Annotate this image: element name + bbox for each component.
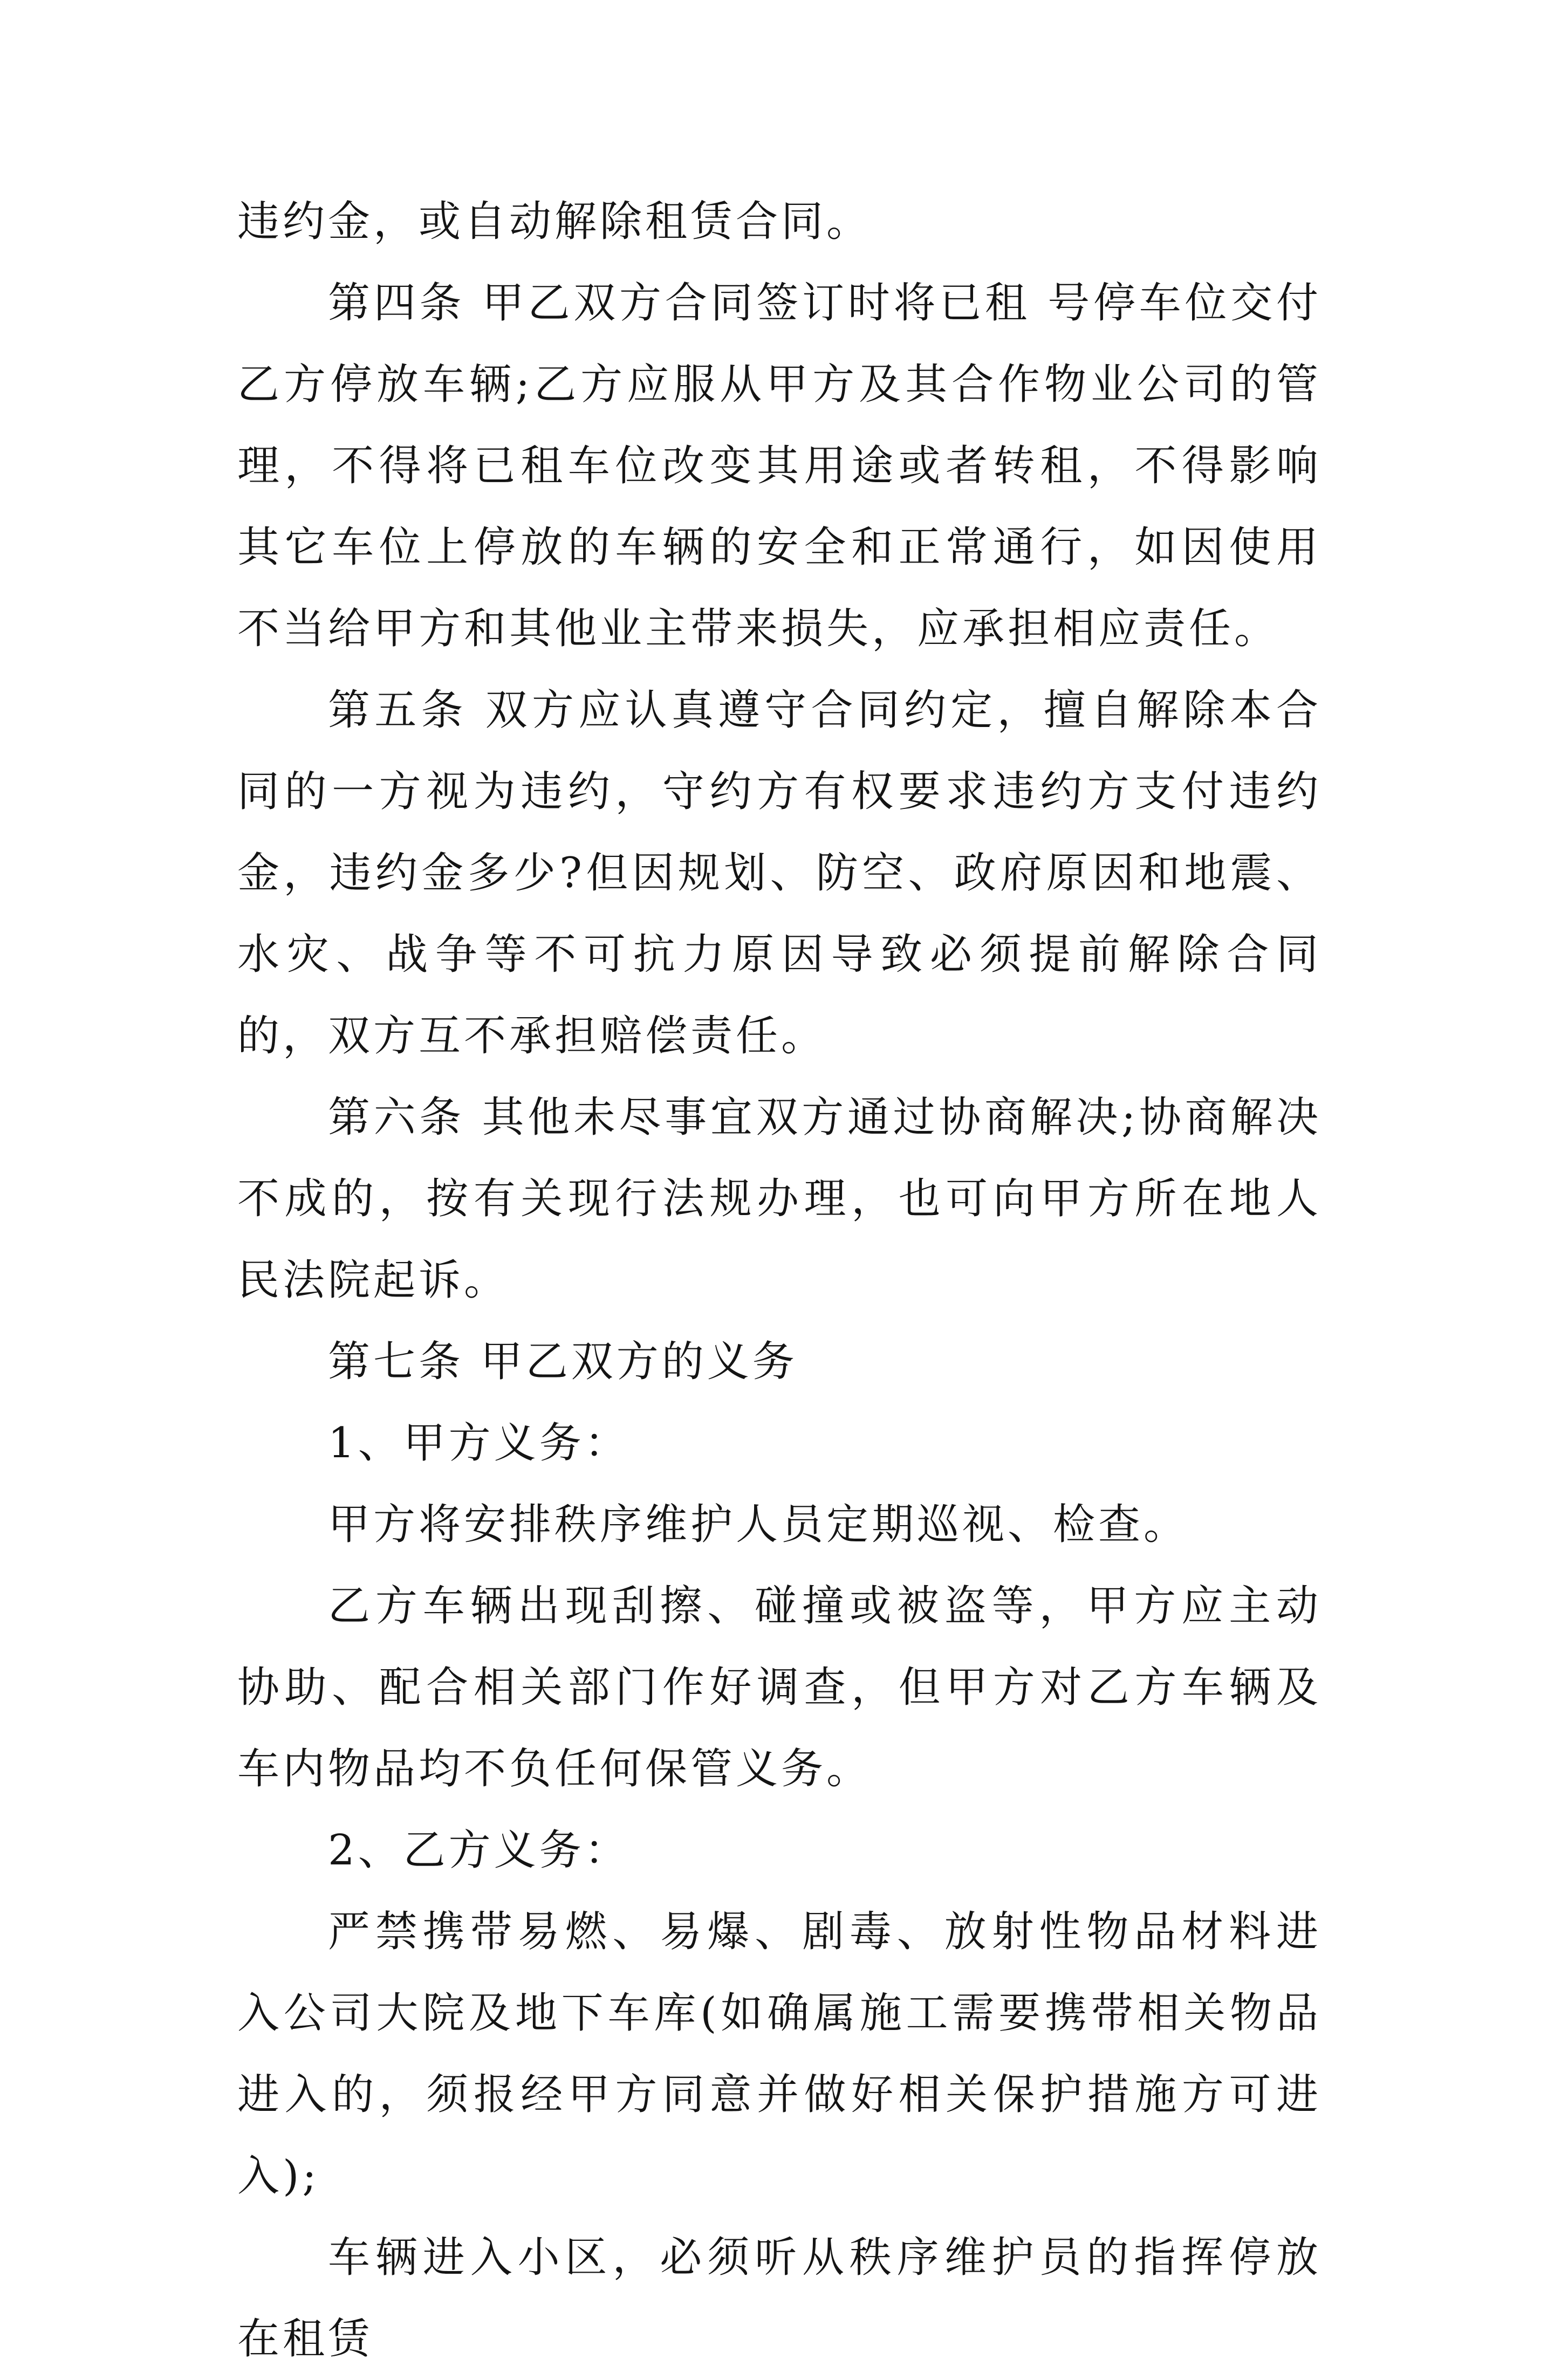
- paragraph-party-b-vehicle-entry: 车辆进入小区，必须听从秩序维护员的指挥停放在租赁: [237, 2233, 1322, 2363]
- paragraph-party-b-duties-heading: 2、乙方义务：: [328, 1826, 630, 1875]
- paragraph-party-a-patrol: 甲方将安排秩序维护人员定期巡视、检查。: [328, 1500, 1189, 1549]
- paragraph-party-b-hazardous: 严禁携带易燃、易爆、剧毒、放射性物品材料进入公司大院及地下车库(如确属施工需要携带相关物品进入的，须报经甲方同意并做好相关保护措施方可进入);: [237, 1908, 1322, 2200]
- paragraph-article-5: 第五条 双方应认真遵守合同约定，擅自解除本合同的一方视为违约，守约方有权要求违约方支付违约金，违约金多少?但因规划、防空、政府原因和地震、水灾、战争等不可抗力原因导致必须提前解除合同的，双方互不承担赔偿责任。: [237, 686, 1322, 1060]
- paragraph-party-a-assist: 乙方车辆出现刮擦、碰撞或被盗等，甲方应主动协助、配合相关部门作好调查，但甲方对乙方车辆及车内物品均不负任何保管义务。: [237, 1582, 1322, 1793]
- document-body: [237, 181, 1322, 2380]
- paragraph-article-4: 第四条 甲乙双方合同签订时将已租 号停车位交付乙方停放车辆;乙方应服从甲方及其合作物业公司的管理，不得将已租车位改变其用途或者转租，不得影响其它车位上停放的车辆的安全和正常通行，如因使用不当给甲方和其他业主带来损失，应承担相应责任。: [237, 279, 1322, 653]
- paragraph-party-a-duties-heading: 1、甲方义务：: [328, 1419, 630, 1467]
- paragraph-article-6: 第六条 其他未尽事宜双方通过协商解决;协商解决不成的，按有关现行法规办理，也可向甲方所在地人民法院起诉。: [237, 1093, 1322, 1305]
- paragraph-article-7-heading: 第七条 甲乙双方的义务: [328, 1338, 798, 1386]
- paragraph-continuation: 违约金，或自动解除租赁合同。: [237, 197, 872, 246]
